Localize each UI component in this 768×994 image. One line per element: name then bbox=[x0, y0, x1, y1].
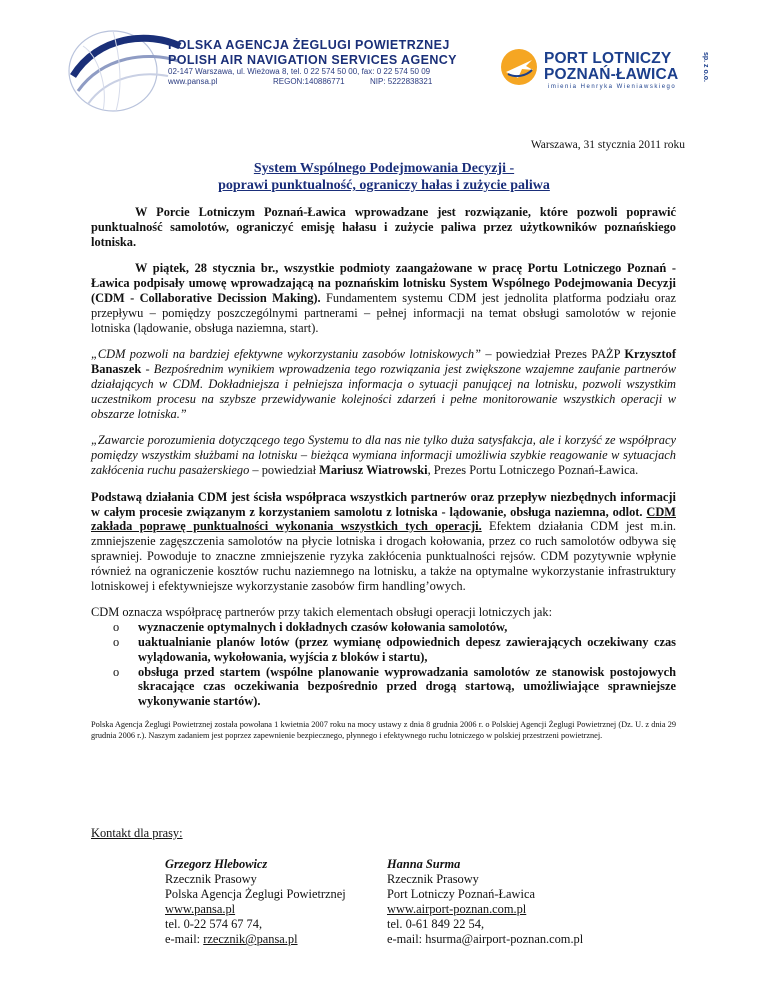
contact-right-email: e-mail: hsurma@airport-poznan.com.pl bbox=[387, 932, 584, 946]
cdm-basis-underlined: CDM zakłada poprawę punktualności wykonania wszystkich tych operacji. bbox=[91, 504, 676, 534]
quote-banaszek bbox=[91, 347, 676, 421]
quote-wiatrowski-tail: , Prezes Portu Lotniczego Poznań-Ławica. bbox=[427, 462, 639, 477]
agreement-bold-text: W piątek, 28 stycznia br., wszystkie podmioty zaangażowane w pracę Portu Lotniczego Poznań - Ławica podpisały umowę wprowadzającą na poznańskim lotnisku System Wspólnego Podejmowania Decyzji (CDM - Collaborative Decission Making). bbox=[91, 261, 676, 305]
contact-left-email-prefix: e-mail: bbox=[165, 932, 204, 946]
quote-banaszek-part1: „CDM pozwoli na bardziej efektywne wykorzystaniu zasobów lotniskowych” bbox=[91, 347, 482, 362]
pansa-regon: REGON:140886771 bbox=[273, 77, 345, 86]
contact-left bbox=[165, 857, 346, 947]
contact-left-org: Polska Agencja Żeglugi Powietrznej bbox=[165, 887, 346, 901]
contact-left-email-link[interactable]: rzecznik@pansa.pl bbox=[203, 932, 298, 946]
port-lotniczy-logo bbox=[500, 46, 720, 116]
contact-left-www-link[interactable]: www.pansa.pl bbox=[165, 902, 236, 916]
quote-banaszek-name: Krzysztof Banaszek bbox=[91, 347, 676, 377]
contact-left-role: Rzecznik Prasowy bbox=[165, 872, 257, 886]
contact-right bbox=[387, 857, 583, 947]
quote-wiatrowski bbox=[91, 433, 676, 477]
port-subtitle: imienia Henryka Wieniawskiego bbox=[548, 84, 677, 90]
pansa-globe-logo bbox=[68, 16, 183, 116]
port-name-line2: POZNAŃ-ŁAWICA bbox=[544, 66, 679, 83]
contact-heading: Kontakt dla prasy: bbox=[91, 826, 183, 840]
article-body bbox=[91, 205, 676, 741]
port-legal-form: sp. z o.o. bbox=[702, 52, 709, 82]
cdm-basis-text: Efektem działania CDM jest m.in. zmniejszenie zagęszczenia samolotów na płycie lotniska i drogach kołowania, przez co ruch samolotów odbywa się sprawniej. Powoduje to znaczne zmniejszenie ryzyka zakłócenia punktualności rejsów. CDM pozytywnie wpłynie również na ograniczenie kosztów ruchu naziemnego na lotnisku, a także na optymalne wykorzystanie infrastruktury lotniskowej i efektywniejsze wykorzystanie zasobów firm handling’owych. bbox=[91, 519, 676, 593]
title-line-2: poprawi punktualność, ograniczy hałas i zużycie paliwa bbox=[218, 178, 550, 193]
contact-left-tel: tel. 0-22 574 67 74, bbox=[165, 917, 263, 931]
contact-right-role: Rzecznik Prasowy bbox=[387, 872, 479, 886]
contact-right-org: Port Lotniczy Poznań-Ławica bbox=[387, 887, 535, 901]
port-name-line1: PORT LOTNICZY bbox=[544, 50, 672, 67]
pansa-nip: NIP: 5222838321 bbox=[370, 77, 433, 86]
contact-right-name: Hanna Surma bbox=[387, 857, 461, 871]
pansa-name-en: POLISH AIR NAVIGATION SERVICES AGENCY bbox=[168, 53, 457, 67]
quote-wiatrowski-text: „Zawarcie porozumienia dotyczącego tego Systemu to dla nas nie tylko duża satysfakcja, ale i korzyść ze współpracy pomiędzy wszystkim służbami na lotnisku – bieżąca wymiana informacji umożliwia szybkie reagowanie w sytuacjach zakłócenia ruchu pasażerskiego bbox=[91, 433, 676, 477]
agreement-text: Fundamentem systemu CDM jest jednolita platforma podziału oraz przepływu – pomiędzy poszczególnymi partnerami – pełnej informacji na temat obsługi samolotów w rejonie lotniska (lądowanie, obsługa naziemna, start). bbox=[91, 290, 676, 335]
paragraph-cdm-basis bbox=[91, 490, 676, 594]
document-date: Warszawa, 31 stycznia 2011 roku bbox=[530, 139, 685, 151]
paragraph-agreement bbox=[91, 261, 676, 335]
port-plane-icon bbox=[500, 48, 538, 86]
contact-left-name: Grzegorz Hlebowicz bbox=[165, 857, 268, 871]
list-intro: CDM oznacza współpracę partnerów przy takich elementach obsługi operacji lotniczych jak: bbox=[91, 605, 553, 620]
quote-banaszek-said: – powiedział Prezes PAŻP bbox=[481, 347, 625, 362]
title-line-1: System Wspólnego Podejmowania Decyzji - bbox=[253, 161, 515, 176]
lead-paragraph: W Porcie Lotniczym Poznań-Ławica wprowadzane jest rozwiązanie, które pozwoli poprawić punktualność samolotów, ograniczyć emisję hałasu i zużycie paliwa przez użytkowników poznańskiego lotniska. bbox=[91, 205, 676, 249]
list-item: o uaktualnianie planów lotów (przez wymianę odpowiednich depesz zawierających oczekiwany czas wylądowania, wykołowania, wyjścia z bloków i startu), bbox=[113, 635, 676, 665]
list-item: o obsługa przed startem (wspólne planowanie wyprowadzania samolotów ze stanowisk postojowych skracające czas oczekiwania bezpośrednio przed drogą startową, umożliwiające sprawniejsze wykonywanie startów). bbox=[113, 665, 676, 709]
contact-right-tel: tel. 0-61 849 22 54, bbox=[387, 917, 485, 931]
quote-banaszek-part2: - Bezpośrednim wynikiem wprowadzenia tego rozwiązania jest zwiększone wzajemne zaufanie partnerów działających w CDM. Dokładniejsza i pełniejsza informacja o sytuacji panującej na lotnisku, pozwoli wszystkim uczestnikom procesu na szybsze przewidywanie kolejności zdarzeń i pełne monitorowanie wszystkich operacji w obszarze lotniska.” bbox=[91, 362, 676, 421]
letterhead bbox=[68, 16, 708, 116]
page-title bbox=[0, 160, 768, 194]
footnote: Polska Agencja Żeglugi Powietrznej została powołana 1 kwietnia 2007 roku na mocy ustawy z dnia 8 grudnia 2006 r. o Polskiej Agencji Żeglugi Powietrznej (Dz. U. z dnia 29 grudnia 2006 r.). Naszym zadaniem jest poprzez zapewnienie bezpiecznego, płynnego i efektywnego ruchu lotniczego w polskiej przestrzeni powietrznej. bbox=[91, 719, 676, 740]
pansa-name-pl: POLSKA AGENCJA ŻEGLUGI POWIETRZNEJ bbox=[168, 38, 450, 52]
contact-right-www-link[interactable]: www.airport-poznan.com.pl bbox=[387, 902, 527, 916]
pansa-contact-block bbox=[168, 38, 457, 87]
pansa-www: www.pansa.pl bbox=[168, 77, 218, 86]
quote-wiatrowski-said: – powiedział bbox=[249, 462, 320, 477]
contact-left-email bbox=[165, 932, 346, 947]
list-item: o wyznaczenie optymalnych i dokładnych czasów kołowania samolotów, bbox=[113, 620, 676, 635]
pansa-address: 02-147 Warszawa, ul. Wieżowa 8, tel. 0 22 574 50 00, fax: 0 22 574 50 09 bbox=[168, 67, 431, 76]
cdm-basis-bold: Podstawą działania CDM jest ścisła współpraca wszystkich partnerów oraz przepływ niezbędnych informacji w całym procesie związanym z korzystaniem samolotu z lotniska - lądowanie, obsługa naziemna, odlot. bbox=[91, 489, 676, 519]
cdm-elements-list bbox=[91, 620, 676, 709]
quote-wiatrowski-name: Mariusz Wiatrowski bbox=[319, 462, 428, 477]
